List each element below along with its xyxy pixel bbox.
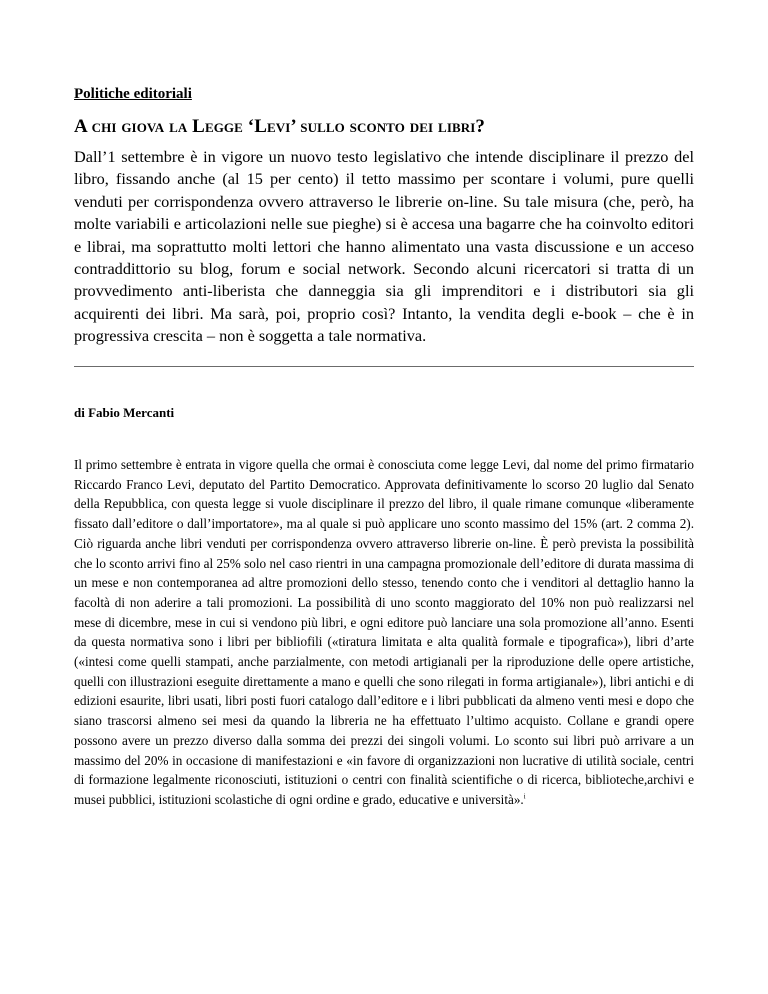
section-label: Politiche editoriali	[74, 86, 192, 102]
article-body-text: Il primo settembre è entrata in vigore quella che ormai è conosciuta come legge Levi, dal nome del primo firmatario Riccardo Franco Levi, deputato del Partito Democratico. Approvata definitivamente lo scorso 20 luglio dal Senato della Repubblica, con questa legge si vuole disciplinare il prezzo del libro, il quale rimane comunque «liberamente fissato dall’editore o dall’importatore», ma al quale si può applicare uno sconto massimo del 15% (art. 2 comma 2). Ciò riguarda anche libri venduti per corrispondenza ovvero attraverso librerie on-line. È però prevista la possibilità che lo sconto arrivi fino al 25% solo nel caso rientri in una campagna promozionale dell’editore di durata massima di un mese e non contemporanea ad altre promozioni dello stesso, tenendo conto che i venditori al dettaglio hanno la facoltà di non aderire a tali promozioni. La possibilità di uno sconto maggiorato del 10% non può realizzarsi nel mese di dicembre, mese in cui si vendono più libri, e ogni editore può lanciare una sola promozione all’anno. Esenti da questa normativa sono i libri per bibliofili («tiratura limitata e alta qualità formale e tipografica»), libri d’arte («intesi come quelli stampati, anche parzialmente, con metodi artigianali per la riproduzione delle opere artistiche, quelli con illustrazioni eseguite direttamente a mano e quelli che sono rilegati in forma artigianale»), libri antichi e di edizioni esaurite, libri usati, libri posti fuori catalogo dall’editore e i libri pubblicati da almeno venti mesi e dopo che siano trascorsi almeno sei mesi da quando la libreria ne ha effettuato l’ultimo acquisto. Collane e grandi opere possono avere un prezzo diverso dalla somma dei prezzi dei singoli volumi. Lo sconto sui libri può arrivare a un massimo del 20% in occasione di manifestazioni e «in favore di organizzazioni non lucrative di utilità sociale, centri di formazione legalmente riconosciuti, istituzioni o centri con finalità scientifiche o di ricerca, biblioteche,archivi e musei pubblici, istituzioni scolastiche di ogni ordine e grado, educative e università».	[74, 457, 694, 807]
article-headline: A chi giova la Legge ‘Levi’ sullo sconto dei libri?	[74, 116, 486, 137]
article-byline: di Fabio Mercanti	[74, 405, 175, 420]
footnote-marker[interactable]: i	[523, 792, 526, 801]
section-divider	[74, 366, 694, 367]
article-lead: Dall’1 settembre è in vigore un nuovo testo legislativo che intende disciplinare il prezzo del libro, fissando anche (al 15 per cento) il tetto massimo per scontare i volumi, pure quelli venduti per corrispondenza ovvero attraverso le librerie on-line. Su tale misura (che, però, ha molte variabili e articolazioni nelle sue pieghe) si è accesa una bagarre che ha coinvolto editori e librai, ma soprattutto molti lettori che hanno alimentato una vasta discussione e un acceso contraddittorio su blog, forum e social network. Secondo alcuni ricercatori si tratta di un provvedimento anti-liberista che danneggia sia gli imprenditori e i distributori sia gli acquirenti dei libri. Ma sarà, poi, proprio così? Intanto, la vendita degli e-book – che è in progressiva crescita – non è soggetta a tale normativa.	[74, 147, 694, 346]
article-body	[74, 455, 694, 810]
